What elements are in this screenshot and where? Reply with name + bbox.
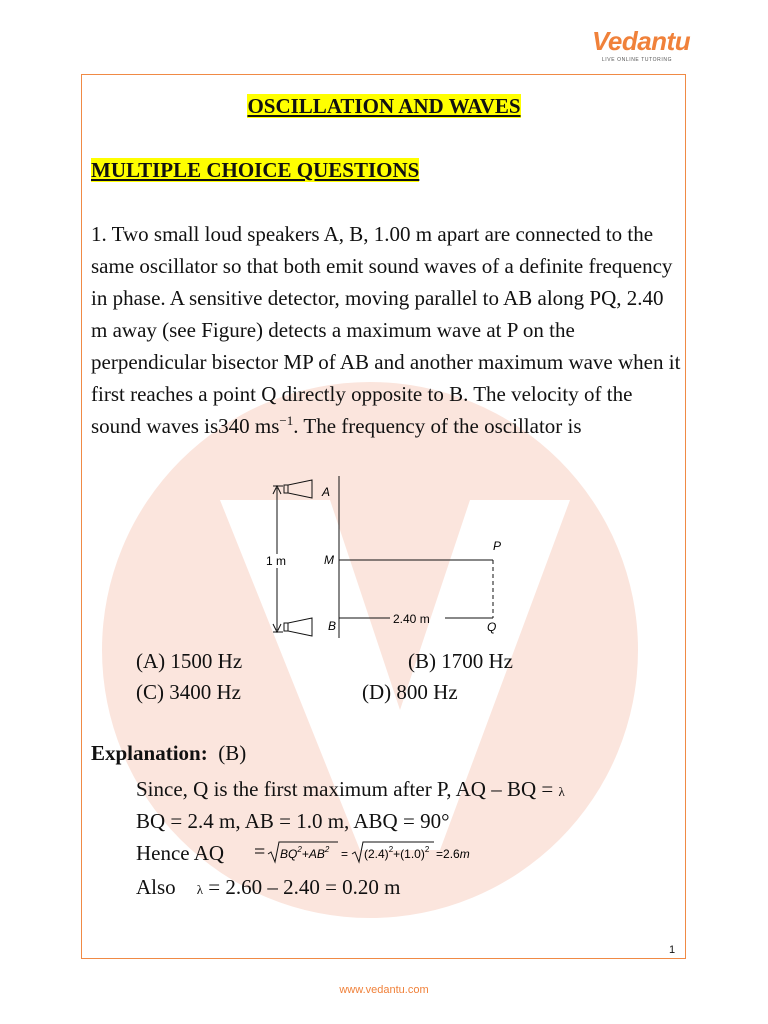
page-title: OSCILLATION AND WAVES bbox=[247, 94, 521, 118]
explanation-heading bbox=[91, 740, 246, 766]
page-number: 1 bbox=[669, 944, 676, 956]
aq-equation bbox=[252, 838, 482, 868]
logo-wordmark: Vedantu bbox=[592, 26, 691, 56]
question-body: 1. Two small loud speakers A, B, 1.00 m apart are connected to the same oscillator so that both emit sound waves of a definite frequency in phase. A sensitive detector, moving parallel to AB along PQ, 2.40 m away (see Figure) detects a maximum wave at P on the perpendicular bisector MP of AB and another maximum wave when it first reaches a point Q directly opposite to B. The velocity of the sound waves is340 ms bbox=[91, 222, 681, 438]
label-ab-distance: 1 m bbox=[266, 554, 287, 568]
option-b: (B) 1700 Hz bbox=[408, 649, 513, 673]
svg-text:=: = bbox=[341, 847, 349, 861]
question-end: . The frequency of the oscillator is bbox=[293, 414, 582, 438]
label-q: Q bbox=[487, 620, 497, 634]
explanation-line-4: Also λ = 2.60 – 2.40 = 0.20 m bbox=[136, 875, 401, 899]
option-d: (D) 800 Hz bbox=[362, 680, 458, 704]
explanation-line-2: BQ = 2.4 m, AB = 1.0 m, ABQ = 90° bbox=[136, 809, 450, 833]
svg-text:=: = bbox=[254, 841, 266, 863]
explanation-answer: (B) bbox=[218, 741, 247, 765]
eq-value-1: (2.4) bbox=[364, 847, 389, 861]
logo-tagline: LIVE ONLINE TUTORING bbox=[601, 57, 673, 63]
eq-result: 2.6 bbox=[443, 847, 460, 861]
footer-link[interactable]: www.vedantu.com bbox=[339, 984, 429, 996]
lambda-symbol: λ bbox=[558, 784, 565, 799]
question-text bbox=[91, 218, 685, 442]
speaker-diagram bbox=[250, 476, 530, 646]
option-c: (C) 3400 Hz bbox=[136, 680, 241, 704]
eq-value-2: (1.0) bbox=[400, 847, 425, 861]
vedantu-logo bbox=[592, 26, 691, 63]
lambda-symbol-2: λ bbox=[196, 882, 203, 897]
explanation-label: Explanation: bbox=[91, 741, 208, 765]
eq-ab: AB bbox=[308, 847, 325, 861]
explanation-line-3: Hence AQ bbox=[136, 841, 225, 865]
label-b: B bbox=[328, 619, 337, 633]
eq-bq: BQ bbox=[280, 847, 298, 861]
unit-exponent: −1 bbox=[279, 413, 294, 428]
svg-text:(2.4)2+(1.0)2: $(2.4)^2+(1.0)^2$ bbox=[364, 845, 430, 861]
label-m: M bbox=[324, 553, 334, 567]
explanation-line-1: Since, Q is the first maximum after P, AQ – BQ = λ bbox=[136, 777, 565, 801]
svg-text:=2.6m: =2.6m bbox=[436, 847, 470, 861]
label-pq-distance: 2.40 m bbox=[393, 612, 430, 626]
label-p: P bbox=[493, 539, 502, 553]
svg-text:BQ2+AB2: $BQ^2+AB^2$ bbox=[280, 845, 330, 861]
option-a: (A) 1500 Hz bbox=[136, 649, 243, 673]
label-a: A bbox=[322, 485, 331, 499]
section-heading: MULTIPLE CHOICE QUESTIONS bbox=[91, 158, 420, 182]
